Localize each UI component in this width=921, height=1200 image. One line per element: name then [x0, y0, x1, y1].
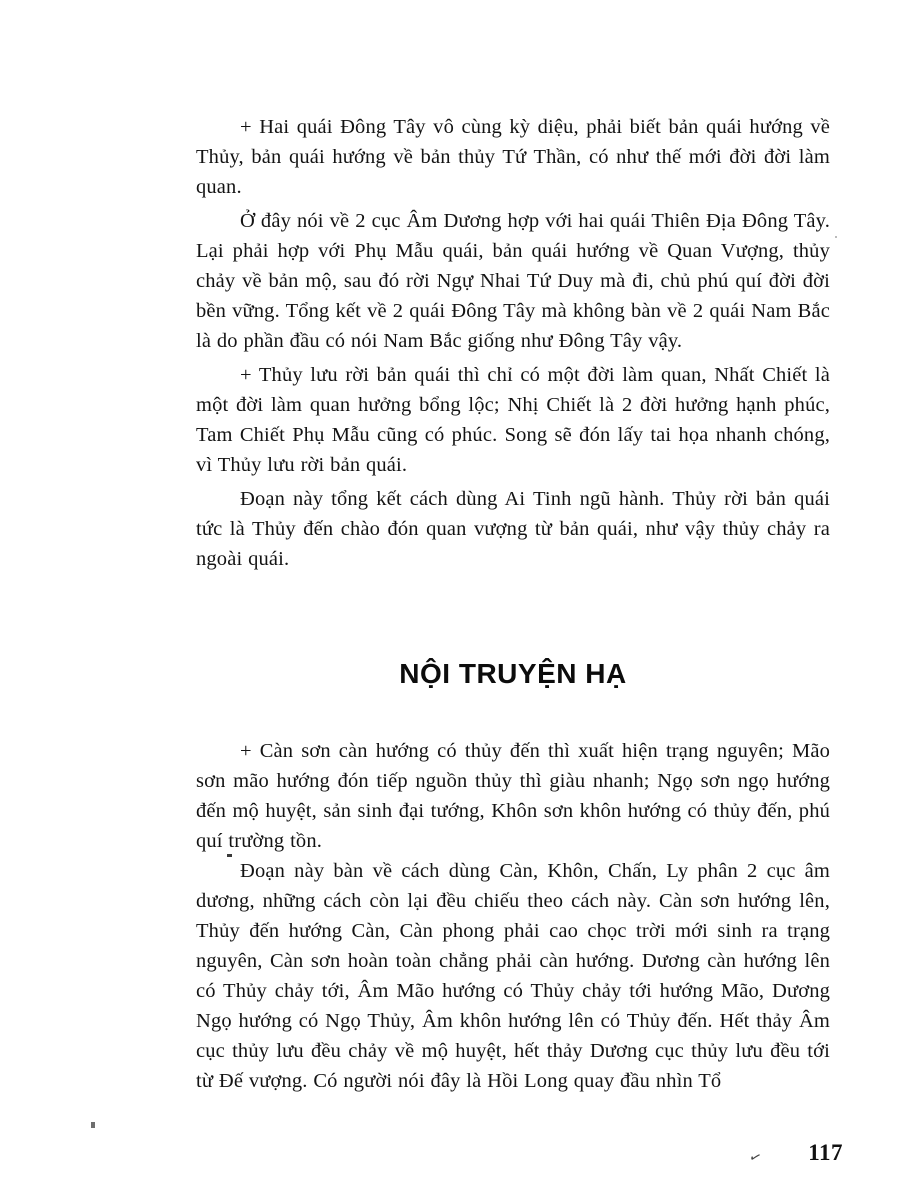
- footer-flourish-mark: ✓: [746, 1149, 764, 1168]
- scan-speck-left-margin: [91, 1122, 95, 1128]
- paragraph-6-wrapper: [196, 856, 830, 1096]
- paragraph-2: Ở đây nói về 2 cục Âm Dương hợp với hai quái Thiên Địa Đông Tây. Lại phải hợp với Phụ Mẫu quái, bản quái hướng về Quan Vượng, thủy chảy về bản mộ, sau đó rời Ngự Nhai Tứ Duy mà đi, chủ phú quí đời đời bền vững. Tổng kết về 2 quái Đông Tây mà không bàn về 2 quái Nam Bắc là do phần đầu có nói Nam Bắc giống như Đông Tây vậy.: [196, 210, 830, 352]
- page-text-body: [196, 112, 830, 1096]
- paragraph-5: + Càn sơn càn hướng có thủy đến thì xuất hiện trạng nguyên; Mão sơn mão hướng đón tiếp nguồn thủy thì giàu nhanh; Ngọ sơn ngọ hướng đến mộ huyệt, sản sinh đại tướng, Khôn sơn khôn hướng có thủy đến, phú quí trường tồn.: [196, 740, 830, 852]
- paragraph-1: + Hai quái Đông Tây vô cùng kỳ diệu, phải biết bản quái hướng về Thủy, bản quái hướng về bản thủy Tứ Thần, có như thế mới đời đời làm quan.: [196, 116, 830, 198]
- scan-speck-right-margin: [835, 236, 837, 238]
- paragraph-4: Đoạn này tổng kết cách dùng Ai Tinh ngũ hành. Thủy rời bản quái tức là Thủy đến chào đón quan vượng từ bản quái, như vậy thủy chảy ra ngoài quái.: [196, 488, 830, 570]
- page-number: 117: [808, 1140, 843, 1165]
- section-heading-wrapper: [196, 658, 830, 690]
- paragraph-3: + Thủy lưu rời bản quái thì chỉ có một đời làm quan, Nhất Chiết là một đời làm quan hưởng bổng lộc; Nhị Chiết là 2 đời hưởng hạnh phúc, Tam Chiết Phụ Mẫu cũng có phúc. Song sẽ đón lấy tai họa nhanh chóng, vì Thủy lưu rời bản quái.: [196, 364, 830, 476]
- page-footer: [0, 1140, 921, 1184]
- margin-dot-mark: [227, 854, 232, 857]
- section-heading: NỘI TRUYỆN HẠ: [399, 658, 627, 689]
- paragraph-6: Đoạn này bàn về cách dùng Càn, Khôn, Chấn, Ly phân 2 cục âm dương, những cách còn lại đều chiếu theo cách này. Càn sơn hướng lên, Thủy đến hướng Càn, Càn phong phải cao chọc trời mới sinh ra trạng nguyên, Càn sơn hoàn toàn chẳng phải càn hướng. Dương càn hướng lên có Thủy chảy tới, Âm Mão hướng có Thủy chảy tới hướng Mão, Dương Ngọ hướng có Ngọ Thủy, Âm khôn hướng lên có Thủy đến. Hết thảy Âm cục thủy lưu đều chảy về mộ huyệt, hết thảy Dương cục thủy lưu đều tới từ Đế vượng. Có người nói đây là Hồi Long quay đầu nhìn Tổ: [196, 860, 830, 1092]
